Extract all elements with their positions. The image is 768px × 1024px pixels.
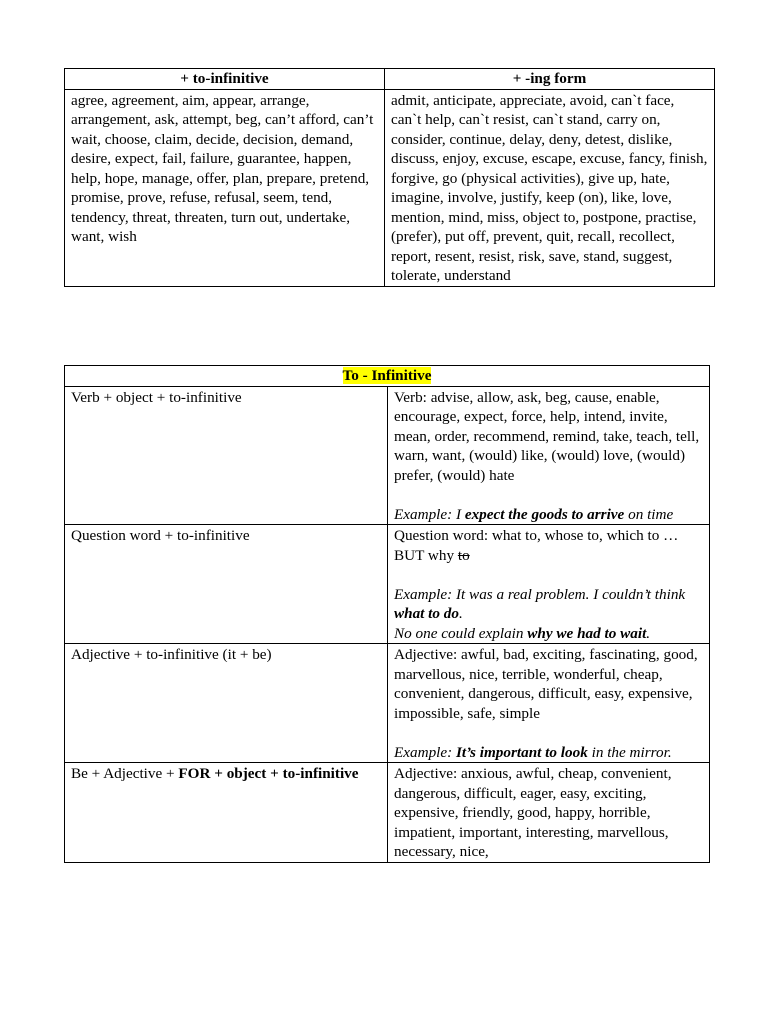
header-ing-form: + -ing form — [385, 69, 715, 90]
pattern-label: Question word + to-infinitive — [65, 525, 388, 644]
pattern-label: Be + Adjective + FOR + object + to-infinitive — [65, 763, 388, 863]
adjective-list: Adjective: awful, bad, exciting, fascinating, good, marvellous, nice, terrible, wonderful, cheap, convenient, dangerous, difficult, easy, expensive, impossible, safe, simple — [394, 646, 698, 722]
verb-pattern-table — [64, 68, 715, 287]
pattern-detail — [388, 525, 710, 644]
table-row — [65, 386, 710, 525]
ing-form-verb-list: admit, anticipate, appreciate, avoid, can`t face, can`t help, can`t resist, can`t stand, carry on, consider, continue, delay, deny, detest, dislike, discuss, enjoy, excuse, escape, excuse, fancy, finish, forgive, go (physical activities), give up, hate, imagine, involve, justify, keep (on), like, love, mention, mind, miss, object to, postpone, practise, (prefer), put off, prevent, quit, recall, recollect, report, resent, resist, risk, save, stand, suggest, tolerate, understand — [385, 89, 715, 286]
example-sentence: Example: It was a real problem. I couldn’t think what to do. — [394, 585, 686, 622]
table-row — [65, 763, 710, 863]
example-sentence: No one could explain why we had to wait. — [394, 624, 651, 642]
pattern-detail — [388, 386, 710, 525]
table-row — [65, 525, 710, 644]
to-infinitive-verb-list: agree, agreement, aim, appear, arrange, arrangement, ask, attempt, beg, can’t afford, can’t wait, choose, claim, decide, decision, demand, desire, expect, fail, failure, guarantee, happen, help, hope, manage, offer, plan, prepare, pretend, promise, prove, refuse, refusal, seem, tend, tendency, threat, threaten, turn out, undertake, want, wish — [65, 89, 385, 286]
pattern-detail — [388, 644, 710, 763]
to-infinitive-table — [64, 365, 710, 863]
pattern-label: Adjective + to-infinitive (it + be) — [65, 644, 388, 763]
example-sentence: Example: It’s important to look in the mirror. — [394, 743, 672, 761]
header-to-infinitive: + to-infinitive — [65, 69, 385, 90]
table-header-row — [65, 366, 710, 387]
table-row — [65, 644, 710, 763]
table-row — [65, 89, 715, 286]
verb-list: Verb: advise, allow, ask, beg, cause, enable, encourage, expect, force, help, intend, invite, mean, order, recommend, remind, take, teach, tell, warn, want, (would) like, (would) love, (would) prefer, (would) hate — [394, 388, 700, 484]
pattern-label: Verb + object + to-infinitive — [65, 386, 388, 525]
struck-text: to — [457, 546, 470, 564]
highlighted-title: To - Infinitive — [342, 367, 432, 384]
to-infinitive-header — [65, 366, 710, 387]
example-sentence: Example: I expect the goods to arrive on time — [394, 505, 674, 523]
table-header-row — [65, 69, 715, 90]
question-word-list: Question word: what to, whose to, which to … BUT why to — [394, 527, 679, 564]
adjective-list: Adjective: anxious, awful, cheap, convenient, dangerous, difficult, eager, easy, exciting, expensive, friendly, good, happy, horrible, impatient, important, interesting, marvellous, necessary, nice, — [394, 765, 672, 860]
pattern-detail — [388, 763, 710, 863]
